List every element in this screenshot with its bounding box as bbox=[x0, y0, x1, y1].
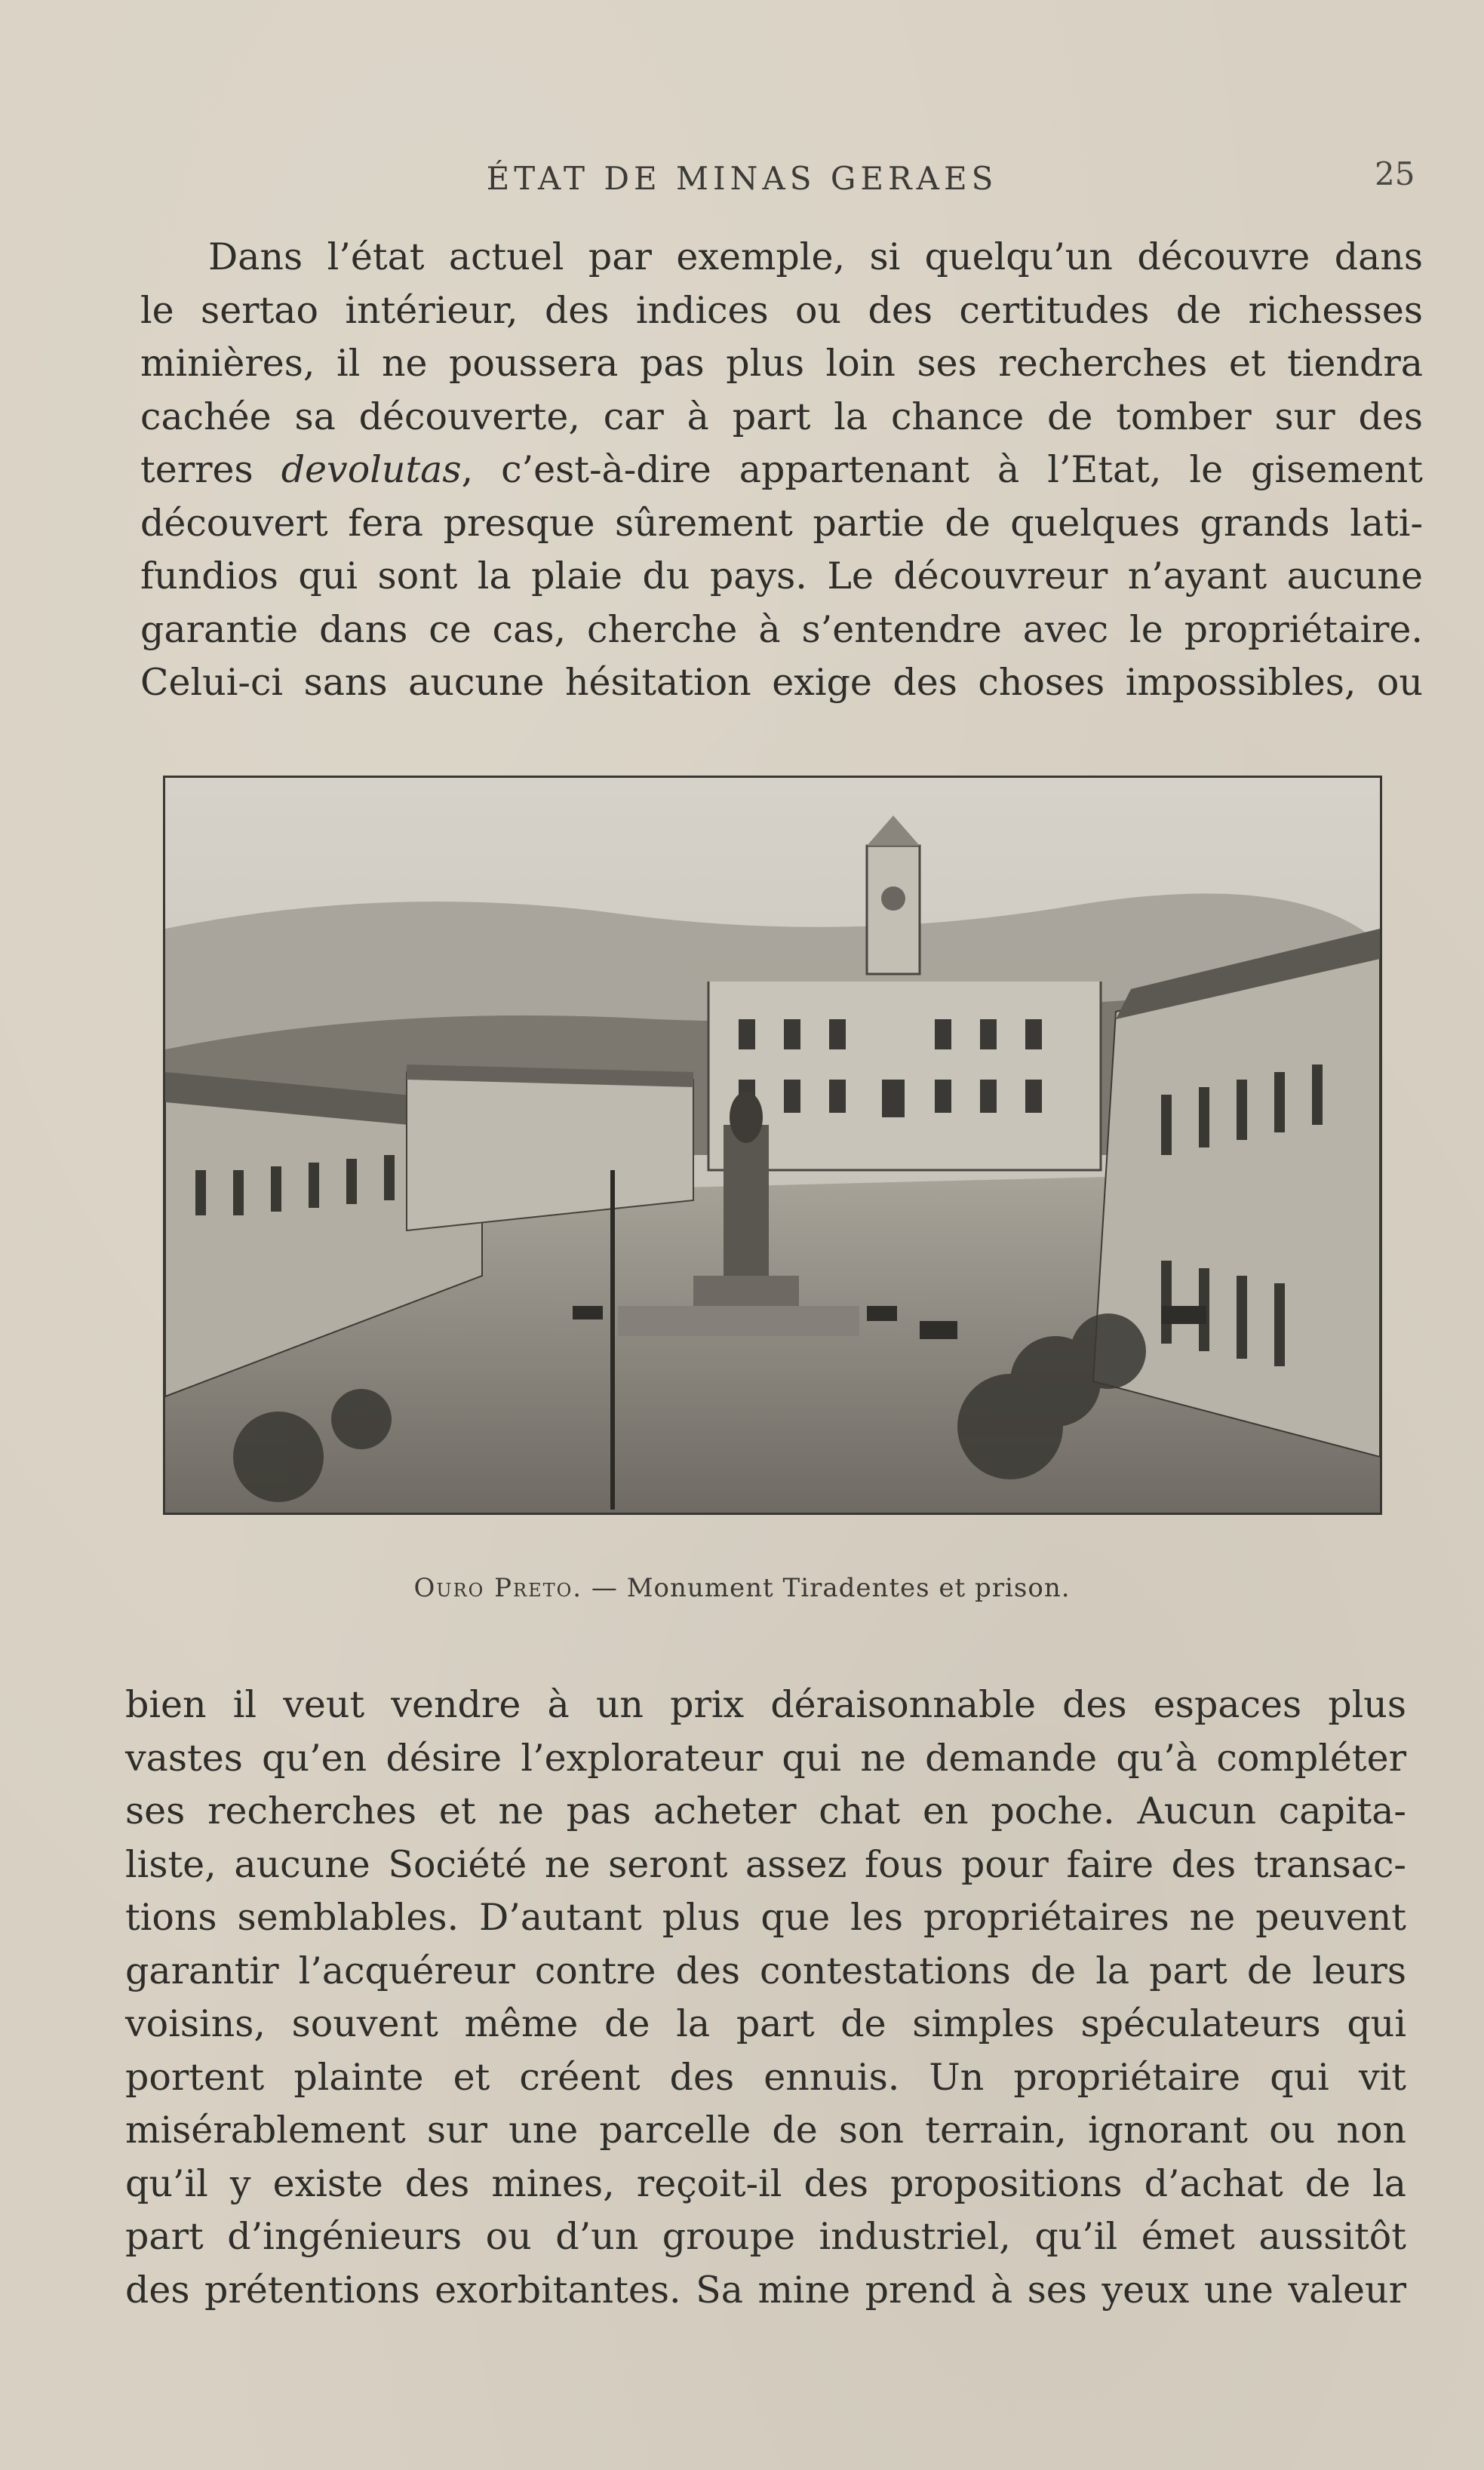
text-line: Dans l’état actuel par exemple, si quelqu’un découvre dans bbox=[208, 235, 1423, 278]
text-line: cachée sa découverte, car à part la chance de tomber sur des bbox=[140, 395, 1423, 438]
text-line: le sertao intérieur, des indices ou des certitudes de richesses bbox=[140, 288, 1423, 332]
text-line: minières, il ne poussera pas plus loin ses recherches et tiendra bbox=[140, 342, 1423, 385]
text-line: des prétentions exorbitantes. Sa mine prend à ses yeux une valeur bbox=[125, 2268, 1406, 2312]
text-line: Celui-ci sans aucune hésitation exige des choses impossibles, ou bbox=[140, 661, 1423, 704]
text-line: découvert fera presque sûrement partie de quelques grands lati- bbox=[140, 501, 1423, 545]
photograph-illustration bbox=[165, 778, 1380, 1513]
paragraph-top bbox=[140, 231, 1423, 710]
italic-term: devolutas bbox=[281, 448, 462, 491]
text-line: voisins, souvent même de la part de simples spéculateurs qui bbox=[125, 2002, 1406, 2045]
paragraph-bottom bbox=[125, 1679, 1406, 2317]
text-line: fundios qui sont la plaie du pays. Le découvreur n’ayant aucune bbox=[140, 555, 1423, 598]
text-span: terres bbox=[140, 448, 281, 491]
text-line: liste, aucune Société ne seront assez fous pour faire des transac- bbox=[125, 1842, 1406, 1886]
text-line: qu’il y existe des mines, reçoit-il des propositions d’achat de la bbox=[125, 2161, 1406, 2205]
caption-text: — Monument Tiradentes et prison. bbox=[582, 1573, 1071, 1603]
text-line: part d’ingénieurs ou d’un groupe industriel, qu’il émet aussitôt bbox=[125, 2215, 1406, 2258]
text-line: ses recherches et ne pas acheter chat en poche. Aucun capita- bbox=[125, 1790, 1406, 1833]
text-span: , c’est-à-dire appartenant à l’Etat, le gisement bbox=[461, 448, 1423, 491]
text-line: bien il veut vendre à un prix déraisonnable des espaces plus bbox=[125, 1683, 1406, 1726]
text-line: garantir l’acquéreur contre des contestations de la part de leurs bbox=[125, 1949, 1406, 1992]
text-line: misérablement sur une parcelle de son terrain, ignorant ou non bbox=[125, 2109, 1406, 2152]
photograph-ouro-preto bbox=[163, 776, 1382, 1515]
text-line: portent plainte et créent des ennuis. Un propriétaire qui vit bbox=[125, 2055, 1406, 2099]
text-line: vastes qu’en désire l’explorateur qui ne demande qu’à compléter bbox=[125, 1736, 1406, 1780]
page-number: 25 bbox=[1375, 155, 1415, 192]
text-line bbox=[140, 444, 1423, 497]
text-line: tions semblables. D’autant plus que les propriétaires ne peuvent bbox=[125, 1896, 1406, 1939]
caption-place: Ouro Preto. bbox=[413, 1573, 583, 1603]
running-title: ÉTAT DE MINAS GERAES bbox=[486, 160, 998, 197]
figure-caption bbox=[0, 1573, 1484, 1603]
text-line: garantie dans ce cas, cherche à s’entendre avec le propriétaire. bbox=[140, 607, 1423, 651]
